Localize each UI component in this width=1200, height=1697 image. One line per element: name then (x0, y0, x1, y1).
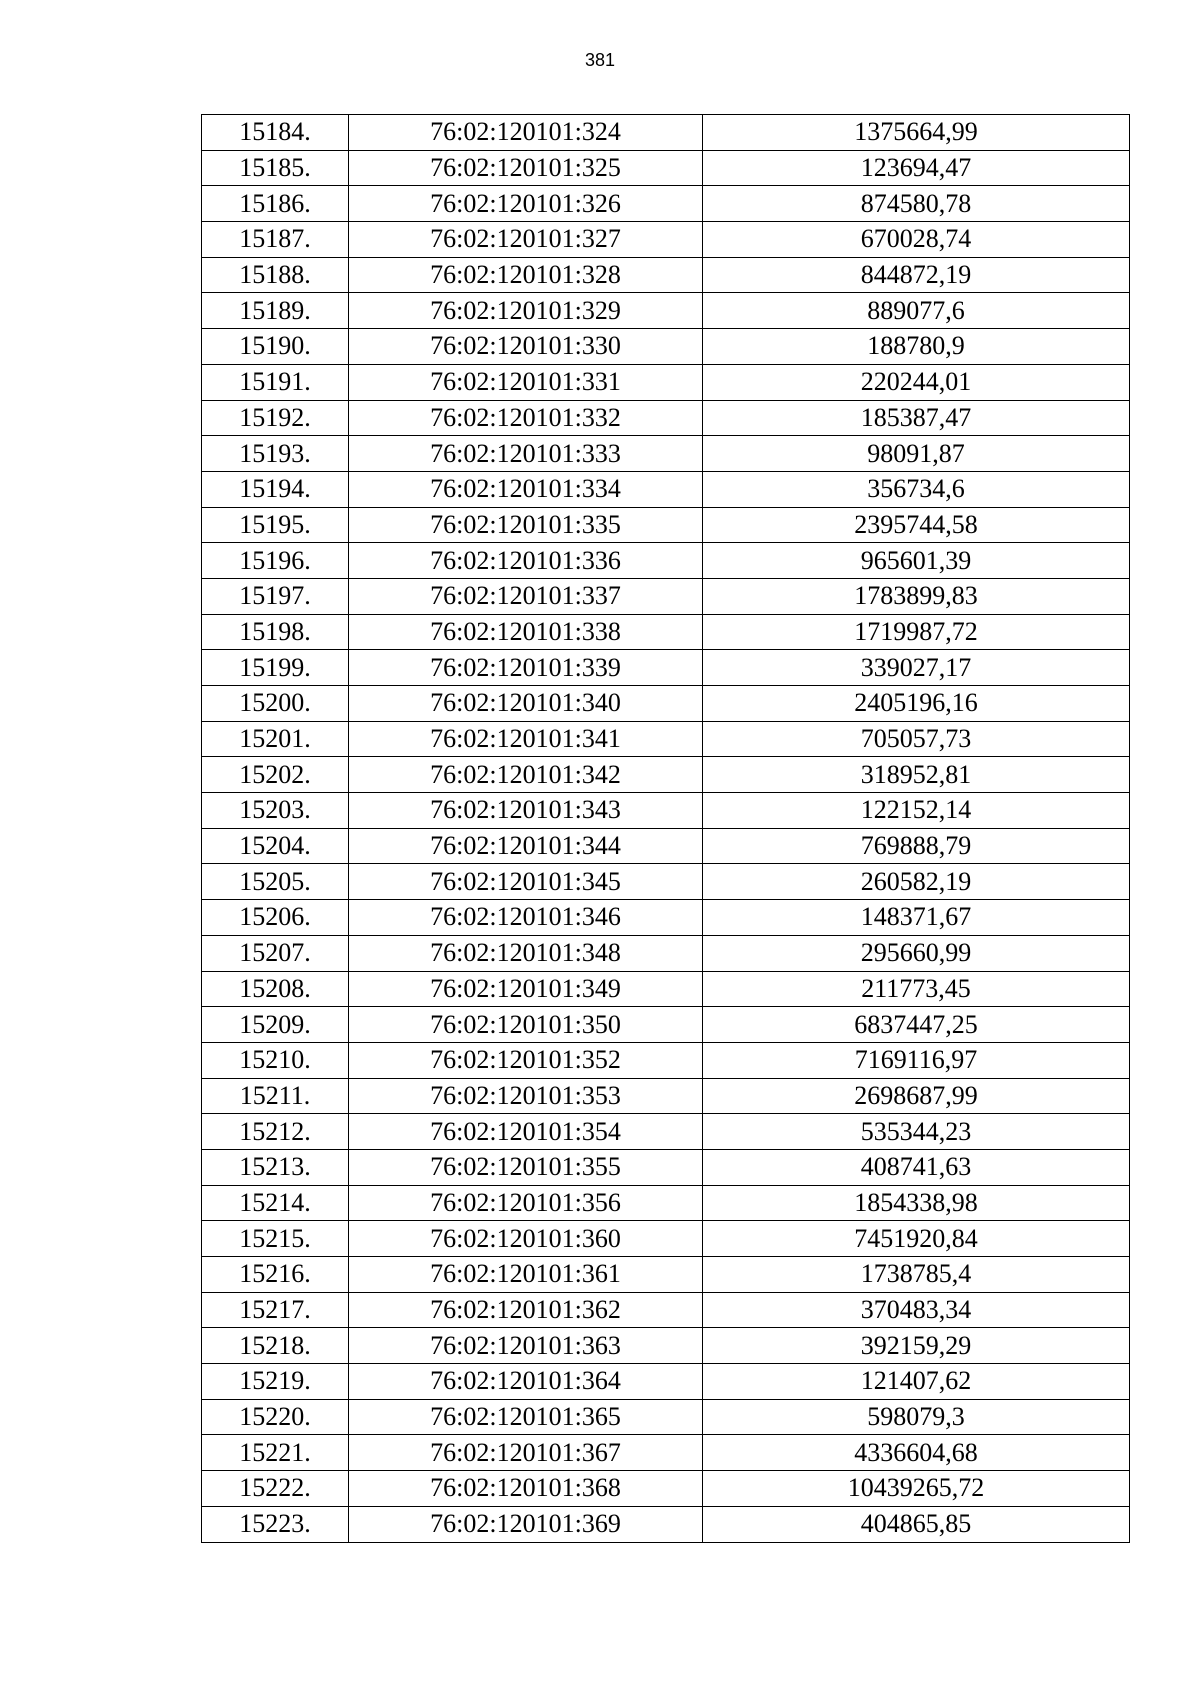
cadastral-value-cell: 1783899,83 (703, 578, 1130, 614)
row-number-cell: 15196. (202, 543, 349, 579)
table-row (202, 650, 1130, 686)
cadastral-number-cell: 76:02:120101:334 (349, 471, 703, 507)
cadastral-number-cell: 76:02:120101:356 (349, 1185, 703, 1221)
cadastral-value-cell: 260582,19 (703, 864, 1130, 900)
table-row (202, 329, 1130, 365)
table-row (202, 257, 1130, 293)
cadastral-value-cell: 185387,47 (703, 400, 1130, 436)
cadastral-number-cell: 76:02:120101:342 (349, 757, 703, 793)
cadastral-value-cell: 356734,6 (703, 471, 1130, 507)
cadastral-value-cell: 7169116,97 (703, 1042, 1130, 1078)
table-row (202, 686, 1130, 722)
table-row (202, 293, 1130, 329)
row-number-cell: 15185. (202, 150, 349, 186)
row-number-cell: 15193. (202, 436, 349, 472)
row-number-cell: 15217. (202, 1292, 349, 1328)
cadastral-value-cell: 2405196,16 (703, 686, 1130, 722)
cadastral-number-cell: 76:02:120101:330 (349, 329, 703, 365)
row-number-cell: 15219. (202, 1364, 349, 1400)
table-row (202, 1221, 1130, 1257)
cadastral-number-cell: 76:02:120101:343 (349, 793, 703, 829)
cadastral-value-cell: 7451920,84 (703, 1221, 1130, 1257)
table-row (202, 1328, 1130, 1364)
page-number: 381 (584, 50, 616, 70)
table-row (202, 436, 1130, 472)
cadastral-value-cell: 874580,78 (703, 186, 1130, 222)
cadastral-value-cell: 408741,63 (703, 1149, 1130, 1185)
row-number-cell: 15190. (202, 329, 349, 365)
cadastral-value-cell: 121407,62 (703, 1364, 1130, 1400)
cadastral-value-cell: 670028,74 (703, 222, 1130, 258)
cadastral-number-cell: 76:02:120101:368 (349, 1471, 703, 1507)
table-row (202, 721, 1130, 757)
row-number-cell: 15204. (202, 828, 349, 864)
cadastral-number-cell: 76:02:120101:337 (349, 578, 703, 614)
cadastral-number-cell: 76:02:120101:336 (349, 543, 703, 579)
cadastral-value-cell: 1854338,98 (703, 1185, 1130, 1221)
cadastral-number-cell: 76:02:120101:345 (349, 864, 703, 900)
table-row (202, 1185, 1130, 1221)
row-number-cell: 15203. (202, 793, 349, 829)
cadastral-value-cell: 123694,47 (703, 150, 1130, 186)
row-number-cell: 15199. (202, 650, 349, 686)
cadastral-number-cell: 76:02:120101:367 (349, 1435, 703, 1471)
table-row (202, 222, 1130, 258)
cadastral-value-cell: 2698687,99 (703, 1078, 1130, 1114)
table-row (202, 864, 1130, 900)
row-number-cell: 15223. (202, 1506, 349, 1542)
cadastral-value-cell: 844872,19 (703, 257, 1130, 293)
row-number-cell: 15214. (202, 1185, 349, 1221)
table-row (202, 1471, 1130, 1507)
table-row (202, 614, 1130, 650)
row-number-cell: 15189. (202, 293, 349, 329)
cadastral-value-cell: 318952,81 (703, 757, 1130, 793)
cadastral-number-cell: 76:02:120101:349 (349, 971, 703, 1007)
cadastral-number-cell: 76:02:120101:332 (349, 400, 703, 436)
row-number-cell: 15210. (202, 1042, 349, 1078)
table-row (202, 1007, 1130, 1043)
cadastral-value-cell: 392159,29 (703, 1328, 1130, 1364)
row-number-cell: 15209. (202, 1007, 349, 1043)
row-number-cell: 15195. (202, 507, 349, 543)
cadastral-number-cell: 76:02:120101:329 (349, 293, 703, 329)
cadastral-value-cell: 10439265,72 (703, 1471, 1130, 1507)
cadastral-number-cell: 76:02:120101:353 (349, 1078, 703, 1114)
cadastral-number-cell: 76:02:120101:338 (349, 614, 703, 650)
cadastral-number-cell: 76:02:120101:350 (349, 1007, 703, 1043)
cadastral-value-cell: 965601,39 (703, 543, 1130, 579)
table-row (202, 1114, 1130, 1150)
row-number-cell: 15186. (202, 186, 349, 222)
cadastral-number-cell: 76:02:120101:355 (349, 1149, 703, 1185)
cadastral-number-cell: 76:02:120101:365 (349, 1399, 703, 1435)
row-number-cell: 15207. (202, 935, 349, 971)
cadastral-value-cell: 705057,73 (703, 721, 1130, 757)
row-number-cell: 15211. (202, 1078, 349, 1114)
cadastral-value-cell: 6837447,25 (703, 1007, 1130, 1043)
cadastral-value-cell: 98091,87 (703, 436, 1130, 472)
cadastral-number-cell: 76:02:120101:369 (349, 1506, 703, 1542)
row-number-cell: 15201. (202, 721, 349, 757)
cadastral-number-cell: 76:02:120101:341 (349, 721, 703, 757)
cadastral-number-cell: 76:02:120101:352 (349, 1042, 703, 1078)
table-row (202, 543, 1130, 579)
table-row (202, 900, 1130, 936)
table-row (202, 828, 1130, 864)
row-number-cell: 15222. (202, 1471, 349, 1507)
table-body (202, 115, 1130, 1543)
cadastral-value-cell: 295660,99 (703, 935, 1130, 971)
cadastral-value-cell: 1738785,4 (703, 1257, 1130, 1293)
cadastral-value-cell: 148371,67 (703, 900, 1130, 936)
row-number-cell: 15212. (202, 1114, 349, 1150)
cadastral-value-cell: 188780,9 (703, 329, 1130, 365)
cadastral-number-cell: 76:02:120101:348 (349, 935, 703, 971)
table-row (202, 1435, 1130, 1471)
row-number-cell: 15205. (202, 864, 349, 900)
table-row (202, 1078, 1130, 1114)
cadastral-value-cell: 404865,85 (703, 1506, 1130, 1542)
table-row (202, 1292, 1130, 1328)
row-number-cell: 15202. (202, 757, 349, 793)
table-row (202, 1149, 1130, 1185)
table-row (202, 1506, 1130, 1542)
cadastral-number-cell: 76:02:120101:346 (349, 900, 703, 936)
row-number-cell: 15221. (202, 1435, 349, 1471)
table-row (202, 971, 1130, 1007)
row-number-cell: 15220. (202, 1399, 349, 1435)
cadastral-value-cell: 598079,3 (703, 1399, 1130, 1435)
cadastral-value-cell: 122152,14 (703, 793, 1130, 829)
cadastral-number-cell: 76:02:120101:339 (349, 650, 703, 686)
cadastral-number-cell: 76:02:120101:354 (349, 1114, 703, 1150)
cadastral-value-cell: 769888,79 (703, 828, 1130, 864)
row-number-cell: 15198. (202, 614, 349, 650)
table-row (202, 757, 1130, 793)
row-number-cell: 15197. (202, 578, 349, 614)
cadastral-number-cell: 76:02:120101:340 (349, 686, 703, 722)
row-number-cell: 15215. (202, 1221, 349, 1257)
row-number-cell: 15192. (202, 400, 349, 436)
table-row (202, 115, 1130, 151)
table-row (202, 1399, 1130, 1435)
table-row (202, 1257, 1130, 1293)
cadastral-value-cell: 220244,01 (703, 364, 1130, 400)
row-number-cell: 15218. (202, 1328, 349, 1364)
cadastral-value-cell: 4336604,68 (703, 1435, 1130, 1471)
cadastral-number-cell: 76:02:120101:328 (349, 257, 703, 293)
row-number-cell: 15206. (202, 900, 349, 936)
cadastral-number-cell: 76:02:120101:331 (349, 364, 703, 400)
cadastral-value-cell: 211773,45 (703, 971, 1130, 1007)
table-row (202, 1364, 1130, 1400)
row-number-cell: 15184. (202, 115, 349, 151)
cadastral-number-cell: 76:02:120101:362 (349, 1292, 703, 1328)
cadastral-number-cell: 76:02:120101:361 (349, 1257, 703, 1293)
cadastral-value-cell: 370483,34 (703, 1292, 1130, 1328)
table-row (202, 400, 1130, 436)
table-row (202, 150, 1130, 186)
cadastral-number-cell: 76:02:120101:325 (349, 150, 703, 186)
cadastral-number-cell: 76:02:120101:364 (349, 1364, 703, 1400)
table-row (202, 507, 1130, 543)
cadastral-number-cell: 76:02:120101:327 (349, 222, 703, 258)
cadastral-number-cell: 76:02:120101:326 (349, 186, 703, 222)
row-number-cell: 15200. (202, 686, 349, 722)
row-number-cell: 15191. (202, 364, 349, 400)
cadastral-number-cell: 76:02:120101:363 (349, 1328, 703, 1364)
row-number-cell: 15194. (202, 471, 349, 507)
table-row (202, 186, 1130, 222)
table-row (202, 1042, 1130, 1078)
cadastral-number-cell: 76:02:120101:335 (349, 507, 703, 543)
cadastral-value-cell: 535344,23 (703, 1114, 1130, 1150)
cadastral-value-cell: 889077,6 (703, 293, 1130, 329)
cadastral-value-cell: 339027,17 (703, 650, 1130, 686)
table-row (202, 364, 1130, 400)
cadastral-number-cell: 76:02:120101:324 (349, 115, 703, 151)
row-number-cell: 15188. (202, 257, 349, 293)
cadastral-value-table (201, 114, 1130, 1543)
row-number-cell: 15213. (202, 1149, 349, 1185)
cadastral-number-cell: 76:02:120101:360 (349, 1221, 703, 1257)
cadastral-value-cell: 2395744,58 (703, 507, 1130, 543)
table-row (202, 471, 1130, 507)
cadastral-value-cell: 1375664,99 (703, 115, 1130, 151)
row-number-cell: 15216. (202, 1257, 349, 1293)
table-row (202, 578, 1130, 614)
row-number-cell: 15208. (202, 971, 349, 1007)
cadastral-value-cell: 1719987,72 (703, 614, 1130, 650)
cadastral-number-cell: 76:02:120101:344 (349, 828, 703, 864)
table-row (202, 935, 1130, 971)
table-row (202, 793, 1130, 829)
row-number-cell: 15187. (202, 222, 349, 258)
cadastral-number-cell: 76:02:120101:333 (349, 436, 703, 472)
